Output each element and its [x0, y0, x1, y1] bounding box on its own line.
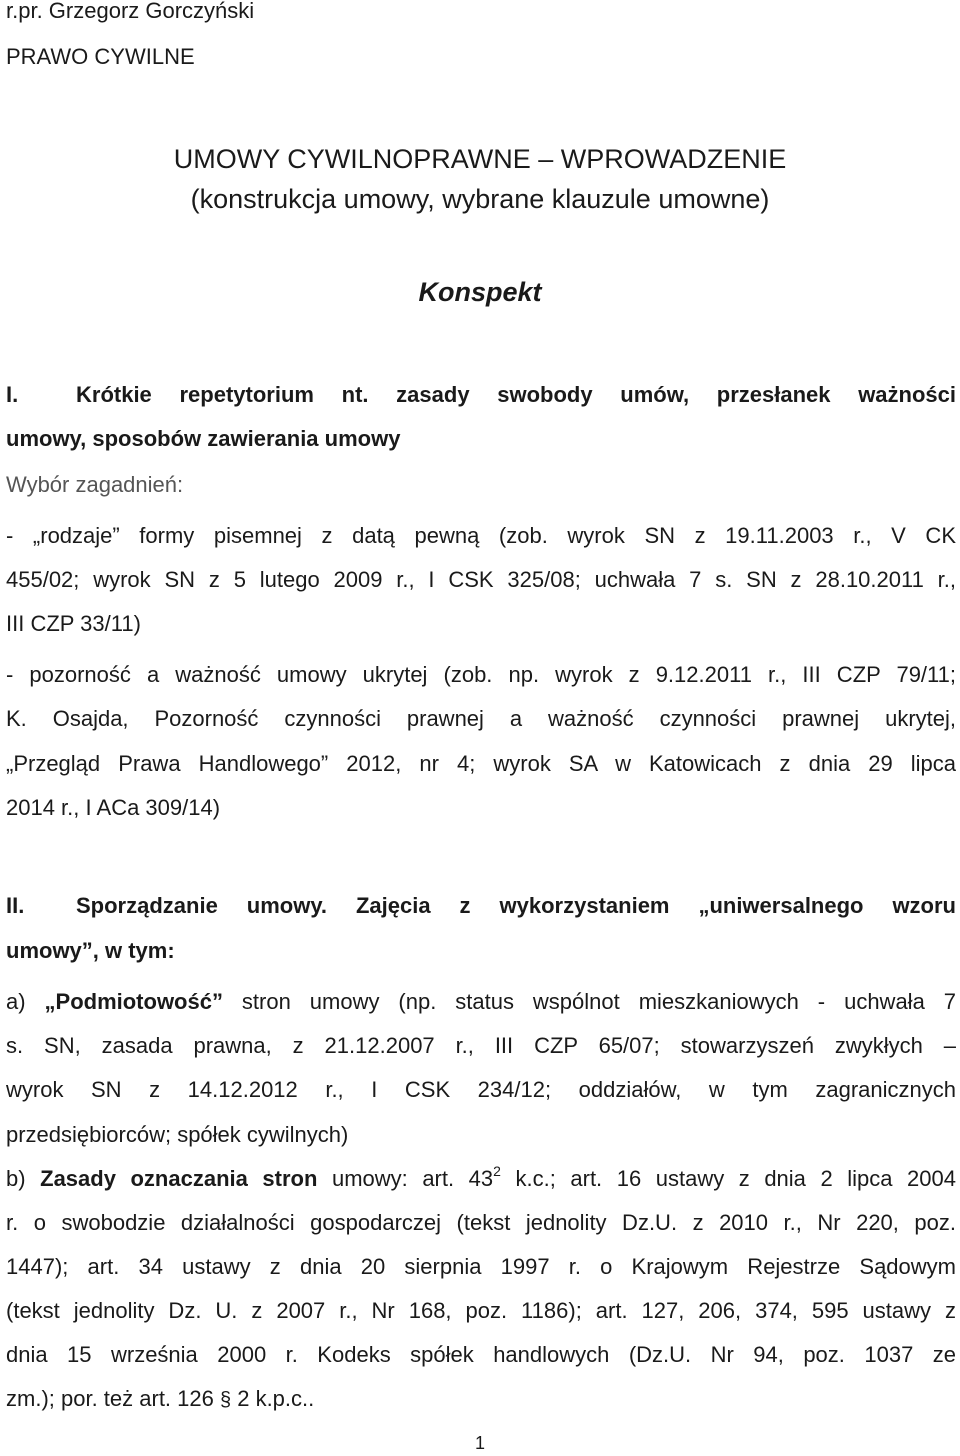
item-b-line: r. o swobodzie działalności gospodarczej (tekst jednolity Dz.U. z 2010 r., Nr 220, poz. — [6, 1210, 956, 1235]
item-b-last-text: zm.); por. też art. 126 — [6, 1386, 220, 1411]
item-b-line: 1447); art. 34 ustawy z dnia 20 sierpnia 1997 r. o Krajowym Rejestrze Sądowym — [6, 1254, 956, 1279]
document-subtitle: (konstrukcja umowy, wybrane klauzule umowne) — [190, 184, 770, 214]
item-b-bold: Zasady oznaczania stron — [40, 1166, 318, 1191]
section-1-line: K. Osajda, Pozorność czynności prawnej a ważność czynności prawnej ukrytej, — [6, 706, 956, 731]
section-1-heading-line2: umowy, sposobów zawierania umowy — [6, 426, 401, 451]
section-1-subheading: Wybór zagadnień: — [6, 472, 184, 497]
item-b-line: dnia 15 września 2000 r. Kodeks spółek handlowych (Dz.U. Nr 94, poz. 1037 ze — [6, 1342, 956, 1367]
section-2-heading — [6, 893, 956, 919]
page-number: 1 — [474, 1433, 485, 1453]
section-1-line: 2014 r., I ACa 309/14) — [6, 795, 221, 820]
section-1-number: I. — [6, 382, 19, 407]
item-b-last-line — [6, 1386, 956, 1413]
section-1-heading — [6, 382, 956, 408]
paragraph-sign: § — [219, 1389, 232, 1411]
section-1-heading-text: Krótkie repetytorium nt. zasady swobody umów, przesłanek ważności — [76, 382, 956, 407]
section-1-line: 455/02; wyrok SN z 5 lutego 2009 r., I CSK 325/08; uchwała 7 s. SN z 28.10.2011 r., — [6, 567, 956, 592]
item-a-line — [6, 989, 956, 1015]
item-b-last-text-end: 2 k.p.c.. — [231, 1386, 315, 1411]
item-a-line: wyrok SN z 14.12.2012 r., I CSK 234/12; oddziałów, w tym zagranicznych — [6, 1077, 956, 1102]
item-b-prefix: b) — [6, 1166, 41, 1191]
course-name: PRAWO CYWILNE — [6, 44, 195, 69]
section-2-heading-text: Sporządzanie umowy. Zajęcia z wykorzystaniem „uniwersalnego wzoru — [76, 893, 956, 918]
item-a-line: przedsiębiorców; spółek cywilnych) — [6, 1122, 349, 1147]
author-name: r.pr. Grzegorz Gorczyński — [6, 0, 255, 23]
item-a-text: stron umowy (np. status wspólnot mieszkaniowych - uchwała 7 — [222, 989, 956, 1014]
section-1-line: III CZP 33/11) — [6, 611, 141, 636]
item-a-prefix: a) — [6, 989, 45, 1014]
item-a-line: s. SN, zasada prawna, z 21.12.2007 r., III CZP 65/07; stowarzyszeń zwykłych – — [6, 1033, 956, 1058]
konspekt-heading: Konspekt — [418, 277, 542, 307]
item-b-text: umowy: art. 43 — [317, 1166, 494, 1191]
section-1-line: - pozorność a ważność umowy ukrytej (zob. np. wyrok z 9.12.2011 r., III CZP 79/11; — [6, 662, 956, 687]
document-title: UMOWY CYWILNOPRAWNE – WPROWADZENIE — [173, 144, 787, 174]
section-2-number: II. — [6, 893, 25, 918]
item-a-bold: „Podmiotowość” — [44, 989, 223, 1014]
section-1-line: „Przegląd Prawa Handlowego” 2012, nr 4; wyrok SA w Katowicach z dnia 29 lipca — [6, 751, 956, 776]
section-2-heading-line2: umowy”, w tym: — [6, 938, 175, 963]
item-b-text-cont: k.c.; art. 16 ustawy z dnia 2 lipca 2004 — [500, 1166, 956, 1191]
item-b-line — [6, 1162, 956, 1192]
item-b-superscript: 2 — [493, 1162, 501, 1179]
item-b-line: (tekst jednolity Dz. U. z 2007 r., Nr 168, poz. 1186); art. 127, 206, 374, 595 ustawy z — [6, 1298, 956, 1323]
section-1-line: - „rodzaje” formy pisemnej z datą pewną (zob. wyrok SN z 19.11.2003 r., V CK — [6, 523, 956, 548]
